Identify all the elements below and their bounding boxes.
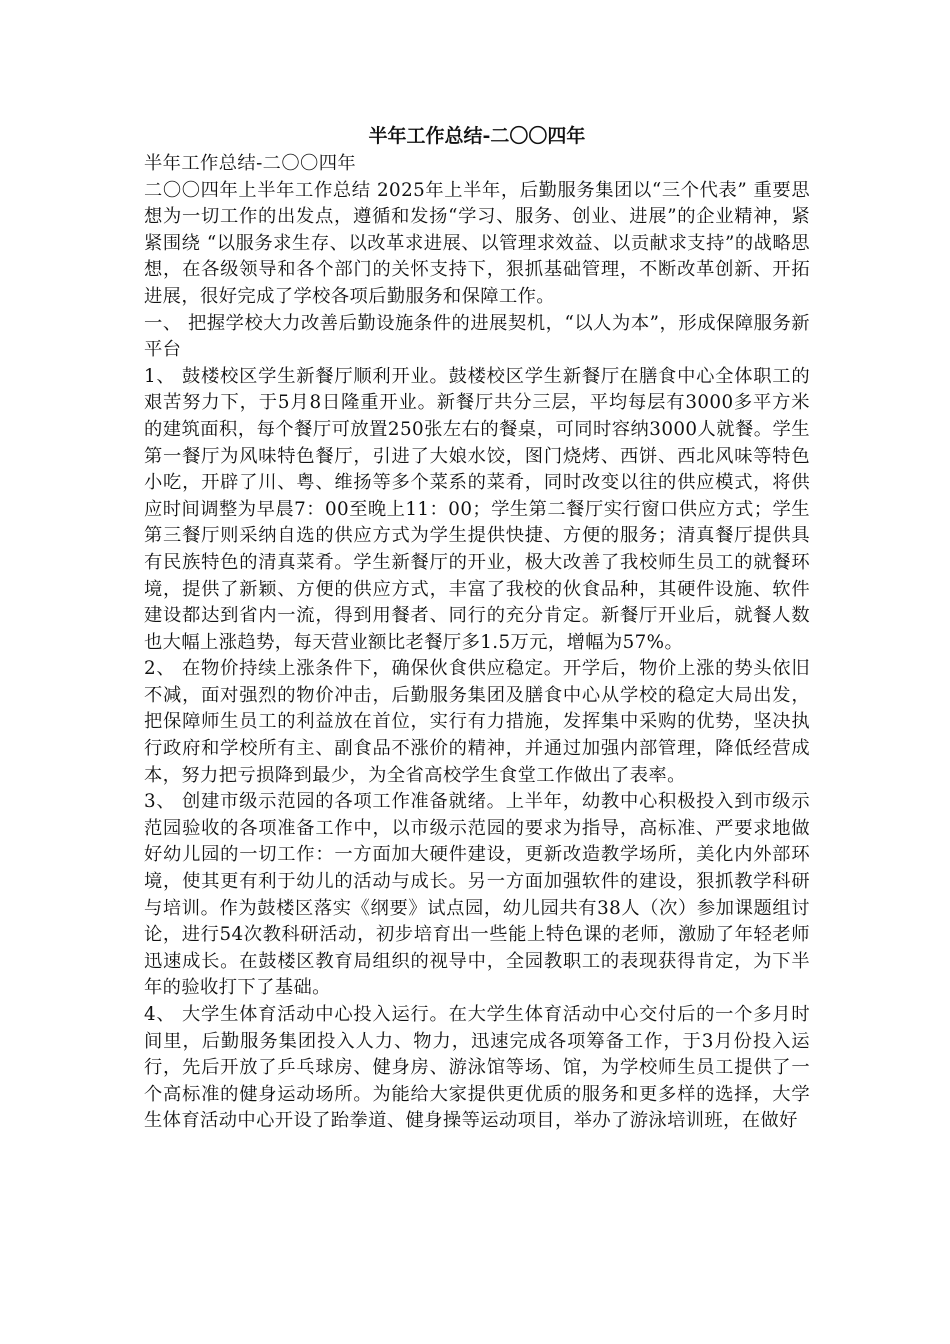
subtitle-line: 半年工作总结-二〇〇四年 [144,153,357,174]
document-title: 半年工作总结-二〇〇四年 [368,125,586,147]
item-4-paragraph: 4、 大学生体育活动中心投入运行。在大学生体育活动中心交付后的一个多月时间里，后勤服务集团投入人力、物力，迅速完成各项筹备工作，于3月份投入运行，先后开放了乒乓球房、健身房、游泳馆等场、馆，为学校师生员工提供了一个高标准的健身运动场所。为能给大家提供更优质的服务和更多样的选择，大学生体育活动中心开设了跆拳道、健身操等运动项目，举办了游泳培训班，在做好 [144,1004,810,1132]
item-1-paragraph: 1、 鼓楼校区学生新餐厅顺利开业。鼓楼校区学生新餐厅在膳食中心全体职工的艰苦努力下，于5月8日隆重开业。新餐厅共分三层，平均每层有3000多平方米的建筑面积，每个餐厅可放置250张左右的餐桌，可同时容纳3000人就餐。学生第一餐厅为风味特色餐厅，引进了大娘水饺，图门烧烤、西饼、西北风味等特色小吃，开辟了川、粤、维扬等多个菜系的菜肴，同时改变以往的供应模式，将供应时间调整为早晨7：00至晚上11：00；学生第二餐厅实行窗口供应方式；学生第三餐厅则采纳自选的供应方式为学生提供快捷、方便的服务；清真餐厅提供具有民族特色的清真菜肴。学生新餐厅的开业，极大改善了我校师生员工的就餐环境，提供了新颖、方便的供应方式，丰富了我校的伙食品种，其硬件设施、软件建设都达到省内一流，得到用餐者、同行的充分肯定。新餐厅开业后，就餐人数也大幅上涨趋势，每天营业额比老餐厅多1.5万元，增幅为57%。 [144,365,810,653]
item-2-paragraph: 2、 在物价持续上涨条件下，确保伙食供应稳定。开学后，物价上涨的势头依旧不减，面对强烈的物价冲击，后勤服务集团及膳食中心从学校的稳定大局出发，把保障师生员工的利益放在首位，实行有力措施，发挥集中采购的优势，坚决执行政府和学校所有主、副食品不涨价的精神，并通过加强内部管理，降低经营成本，努力把亏损降到最少，为全省高校学生食堂工作做出了表率。 [144,658,810,786]
item-3-paragraph: 3、 创建市级示范园的各项工作准备就绪。上半年，幼教中心积极投入到市级示范园验收的各项准备工作中，以市级示范园的要求为指导，高标准、严要求地做好幼儿园的一切工作：一方面加大硬件建设，更新改造教学场所，美化内外部环境，使其更有利于幼儿的活动与成长。另一方面加强软件的建设，狠抓教学科研与培训。作为鼓楼区落实《纲要》试点园，幼儿园共有38人（次）参加课题组讨论，进行54次教科研活动，初步培育出一些能上特色课的老师，激励了年轻老师迅速成长。在鼓楼区教育局组织的视导中，全园教职工的表现获得肯定，为下半年的验收打下了基础。 [144,791,810,999]
section-one-heading: 一、 把握学校大力改善后勤设施条件的进展契机，“以人为本”，形成保障服务新平台 [144,312,810,361]
intro-paragraph: 二〇〇四年上半年工作总结 2025年上半年，后勤服务集团以“三个代表” 重要思想为一切工作的出发点，遵循和发扬“学习、服务、创业、进展”的企业精神，紧紧围绕 “以服务求生存、以改革求进展、以管理求效益、以贡献求支持”的战略思想，在各级领导和各个部门的关怀支持下，狠抓基础管理，不断改革创新、开拓进展，很好完成了学校各项后勤服务和保障工作。 [144,179,810,307]
